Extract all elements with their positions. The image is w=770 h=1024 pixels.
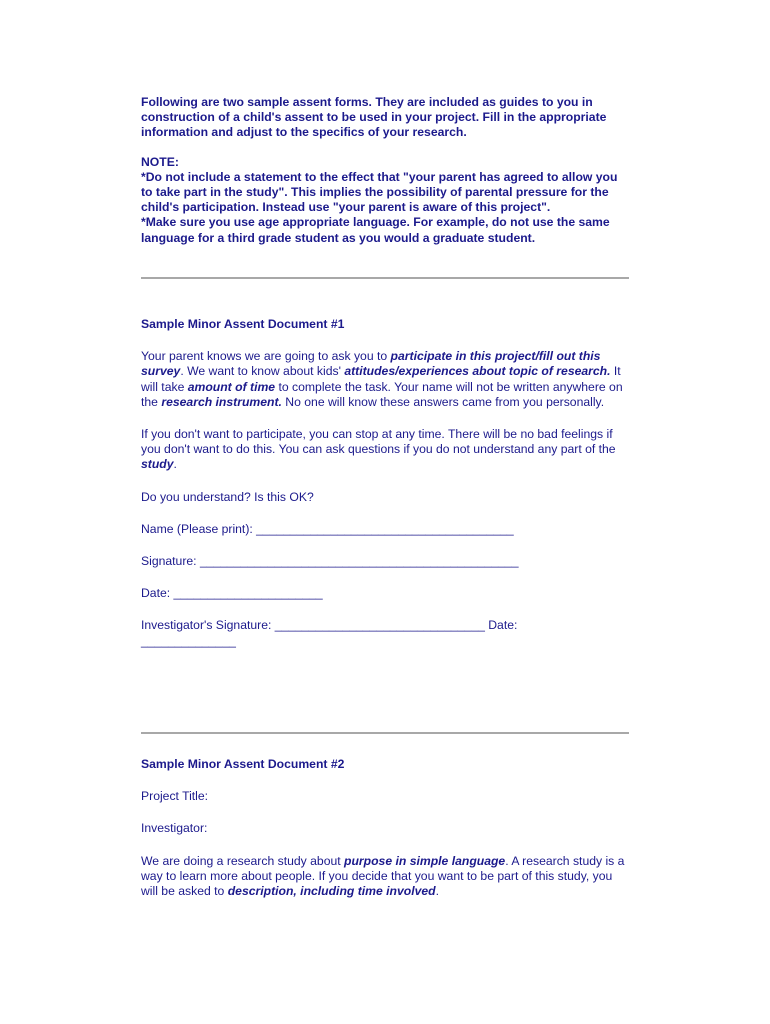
doc2-section — [141, 757, 631, 899]
date-line: Date: ______________________ — [141, 586, 323, 601]
intro-paragraph: Following are two sample assent forms. They are included as guides to you in construction of a child's assent to be used in your project. Fill in the appropriate information and adjust to the specifics of your research. — [141, 95, 607, 140]
doc1-p1-emph-f: amount of time — [187, 379, 276, 394]
investigator-label: Investigator: — [141, 821, 208, 836]
doc1-p1-text-e: It will take — [141, 364, 621, 394]
note-label: NOTE: — [141, 154, 179, 169]
note-line-1: *Do not include a statement to the effect that "your parent has agreed to allow you to take part in the study". This implies the possibility of parental pressure for the child's participation. Instead use "your parent is aware of this project". — [141, 169, 618, 215]
doc1-heading: Sample Minor Assent Document #1 — [141, 317, 345, 331]
doc1-p1-text-a: Your parent knows we are going to ask you to — [141, 349, 391, 364]
doc1-p1-text-c: . We want to know about kids' — [180, 364, 345, 379]
instructions-block — [141, 95, 631, 246]
doc1-p1-emph-h: research instrument. — [161, 394, 282, 409]
doc1-paragraph-2 — [141, 427, 631, 473]
signature-line: Signature: _______________________________________________ — [141, 554, 519, 569]
doc1-p2-text-a: If you don't want to participate, you can stop at any time. There will be no bad feelings if you don't want to do this. You can ask questions if you do not understand any part of the — [141, 427, 616, 457]
note-block — [141, 155, 631, 246]
project-title-label: Project Title: — [141, 789, 209, 804]
divider-2 — [141, 732, 629, 734]
doc1-section — [141, 317, 631, 649]
doc1-p1-text-i: No one will know these answers came from you personally. — [281, 394, 605, 409]
note-line-2: *Make sure you use age appropriate language. For example, do not use the same language for a third grade student as you would a graduate student. — [141, 215, 610, 245]
investigator-signature-text: Investigator's Signature: _______________________________ Date: — [141, 618, 518, 633]
doc2-p1-text-c: . A research study is a way to learn more about people. If you decide that you want to be part of this study, you will be asked to — [141, 853, 625, 899]
name-print-line: Name (Please print): ______________________________________ — [141, 521, 514, 536]
doc2-p1-emph-b: purpose in simple language — [344, 853, 506, 868]
doc2-heading: Sample Minor Assent Document #2 — [141, 757, 345, 771]
doc2-p1-text-e: . — [435, 884, 439, 899]
investigator-date-blank: ______________ — [141, 633, 236, 648]
doc1-paragraph-1 — [141, 349, 631, 410]
doc1-p1-text-g: to complete the task. Your name will not be written anywhere on the — [141, 379, 623, 409]
doc1-p2-emph-b: study — [141, 457, 174, 472]
divider-1 — [141, 277, 629, 279]
doc2-paragraph-1 — [141, 854, 631, 900]
doc2-p1-emph-d: description, including time involved — [227, 884, 436, 899]
doc1-p2-text-c: . — [173, 457, 177, 472]
doc1-question: Do you understand? Is this OK? — [141, 489, 314, 504]
doc2-p1-text-a: We are doing a research study about — [141, 853, 345, 868]
doc1-p1-emph-b: participate in this project/fill out this survey — [141, 349, 601, 379]
investigator-signature-line — [141, 618, 631, 648]
doc1-p1-emph-d: attitudes/experiences about topic of research. — [344, 364, 611, 379]
